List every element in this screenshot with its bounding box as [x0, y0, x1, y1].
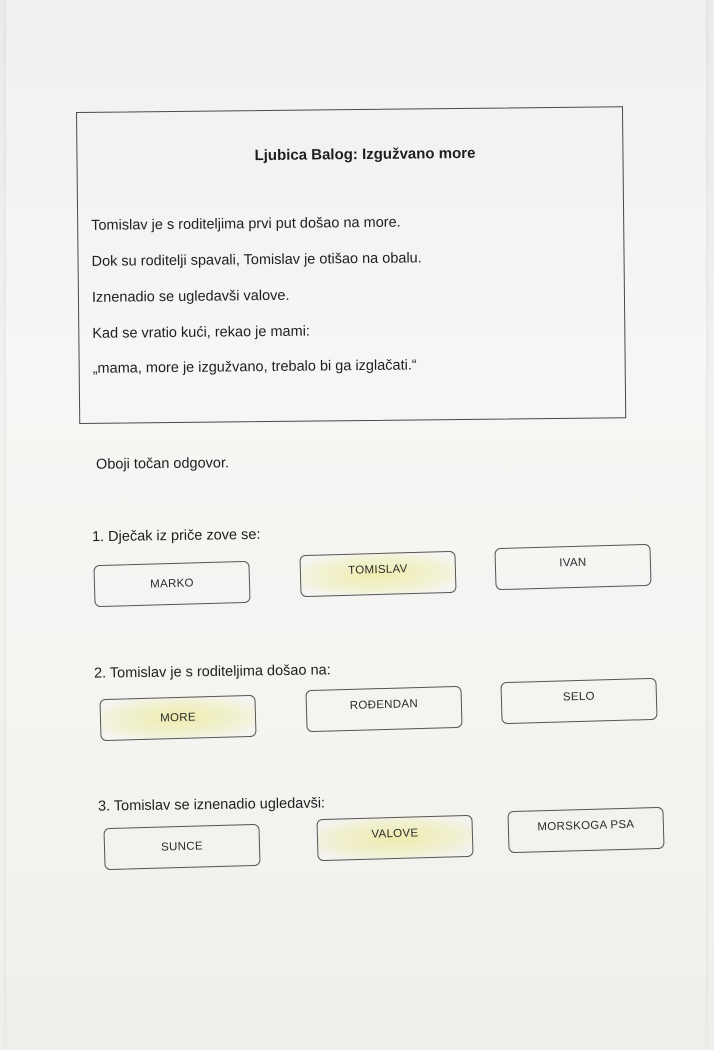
- question-3-option-morskoga-psa[interactable]: [507, 807, 664, 853]
- option-label: VALOVE: [371, 827, 419, 841]
- option-label: TOMISLAV: [347, 563, 408, 577]
- question-1-option-tomislav[interactable]: [299, 551, 456, 597]
- question-2-option-more[interactable]: [99, 695, 256, 741]
- story-title: Ljubica Balog: Izgužvano more: [254, 144, 476, 165]
- question-2-option-rodendan[interactable]: [305, 686, 462, 732]
- option-label: IVAN: [559, 556, 587, 570]
- option-label: MORE: [159, 711, 197, 725]
- question-1-text: 1. Dječak iz priče zove se:: [91, 526, 261, 546]
- story-line-3: Iznenadio se ugledavši valove.: [91, 287, 290, 306]
- question-2-option-selo[interactable]: [500, 678, 657, 724]
- question-3-text: 3. Tomislav se iznenadio ugledavši:: [97, 795, 326, 815]
- story-box: [76, 106, 626, 424]
- question-1-option-marko[interactable]: [93, 561, 250, 607]
- option-label: SUNCE: [160, 840, 204, 854]
- option-label: SELO: [562, 690, 595, 704]
- story-line-4: Kad se vratio kući, rekao je mami:: [92, 323, 310, 342]
- question-2-text: 2. Tomislav je s roditeljima došao na:: [93, 662, 331, 682]
- worksheet-page: [6, 0, 706, 1050]
- question-3-option-valove[interactable]: [316, 815, 473, 861]
- option-label: MARKO: [149, 577, 194, 591]
- option-label: ROĐENDAN: [349, 698, 419, 712]
- story-line-5: „mama, more je izgužvano, trebalo bi ga izglačati.“: [92, 357, 417, 377]
- question-3-option-sunce[interactable]: [103, 824, 260, 870]
- story-line-1: Tomislav je s roditeljima prvi put došao na more.: [91, 214, 401, 234]
- question-1-option-ivan[interactable]: [494, 544, 651, 590]
- story-line-2: Dok su roditelji spavali, Tomislav je otišao na obalu.: [91, 250, 422, 270]
- option-label: MORSKOGA PSA: [537, 818, 635, 834]
- instruction-text: Oboji točan odgovor.: [95, 455, 230, 473]
